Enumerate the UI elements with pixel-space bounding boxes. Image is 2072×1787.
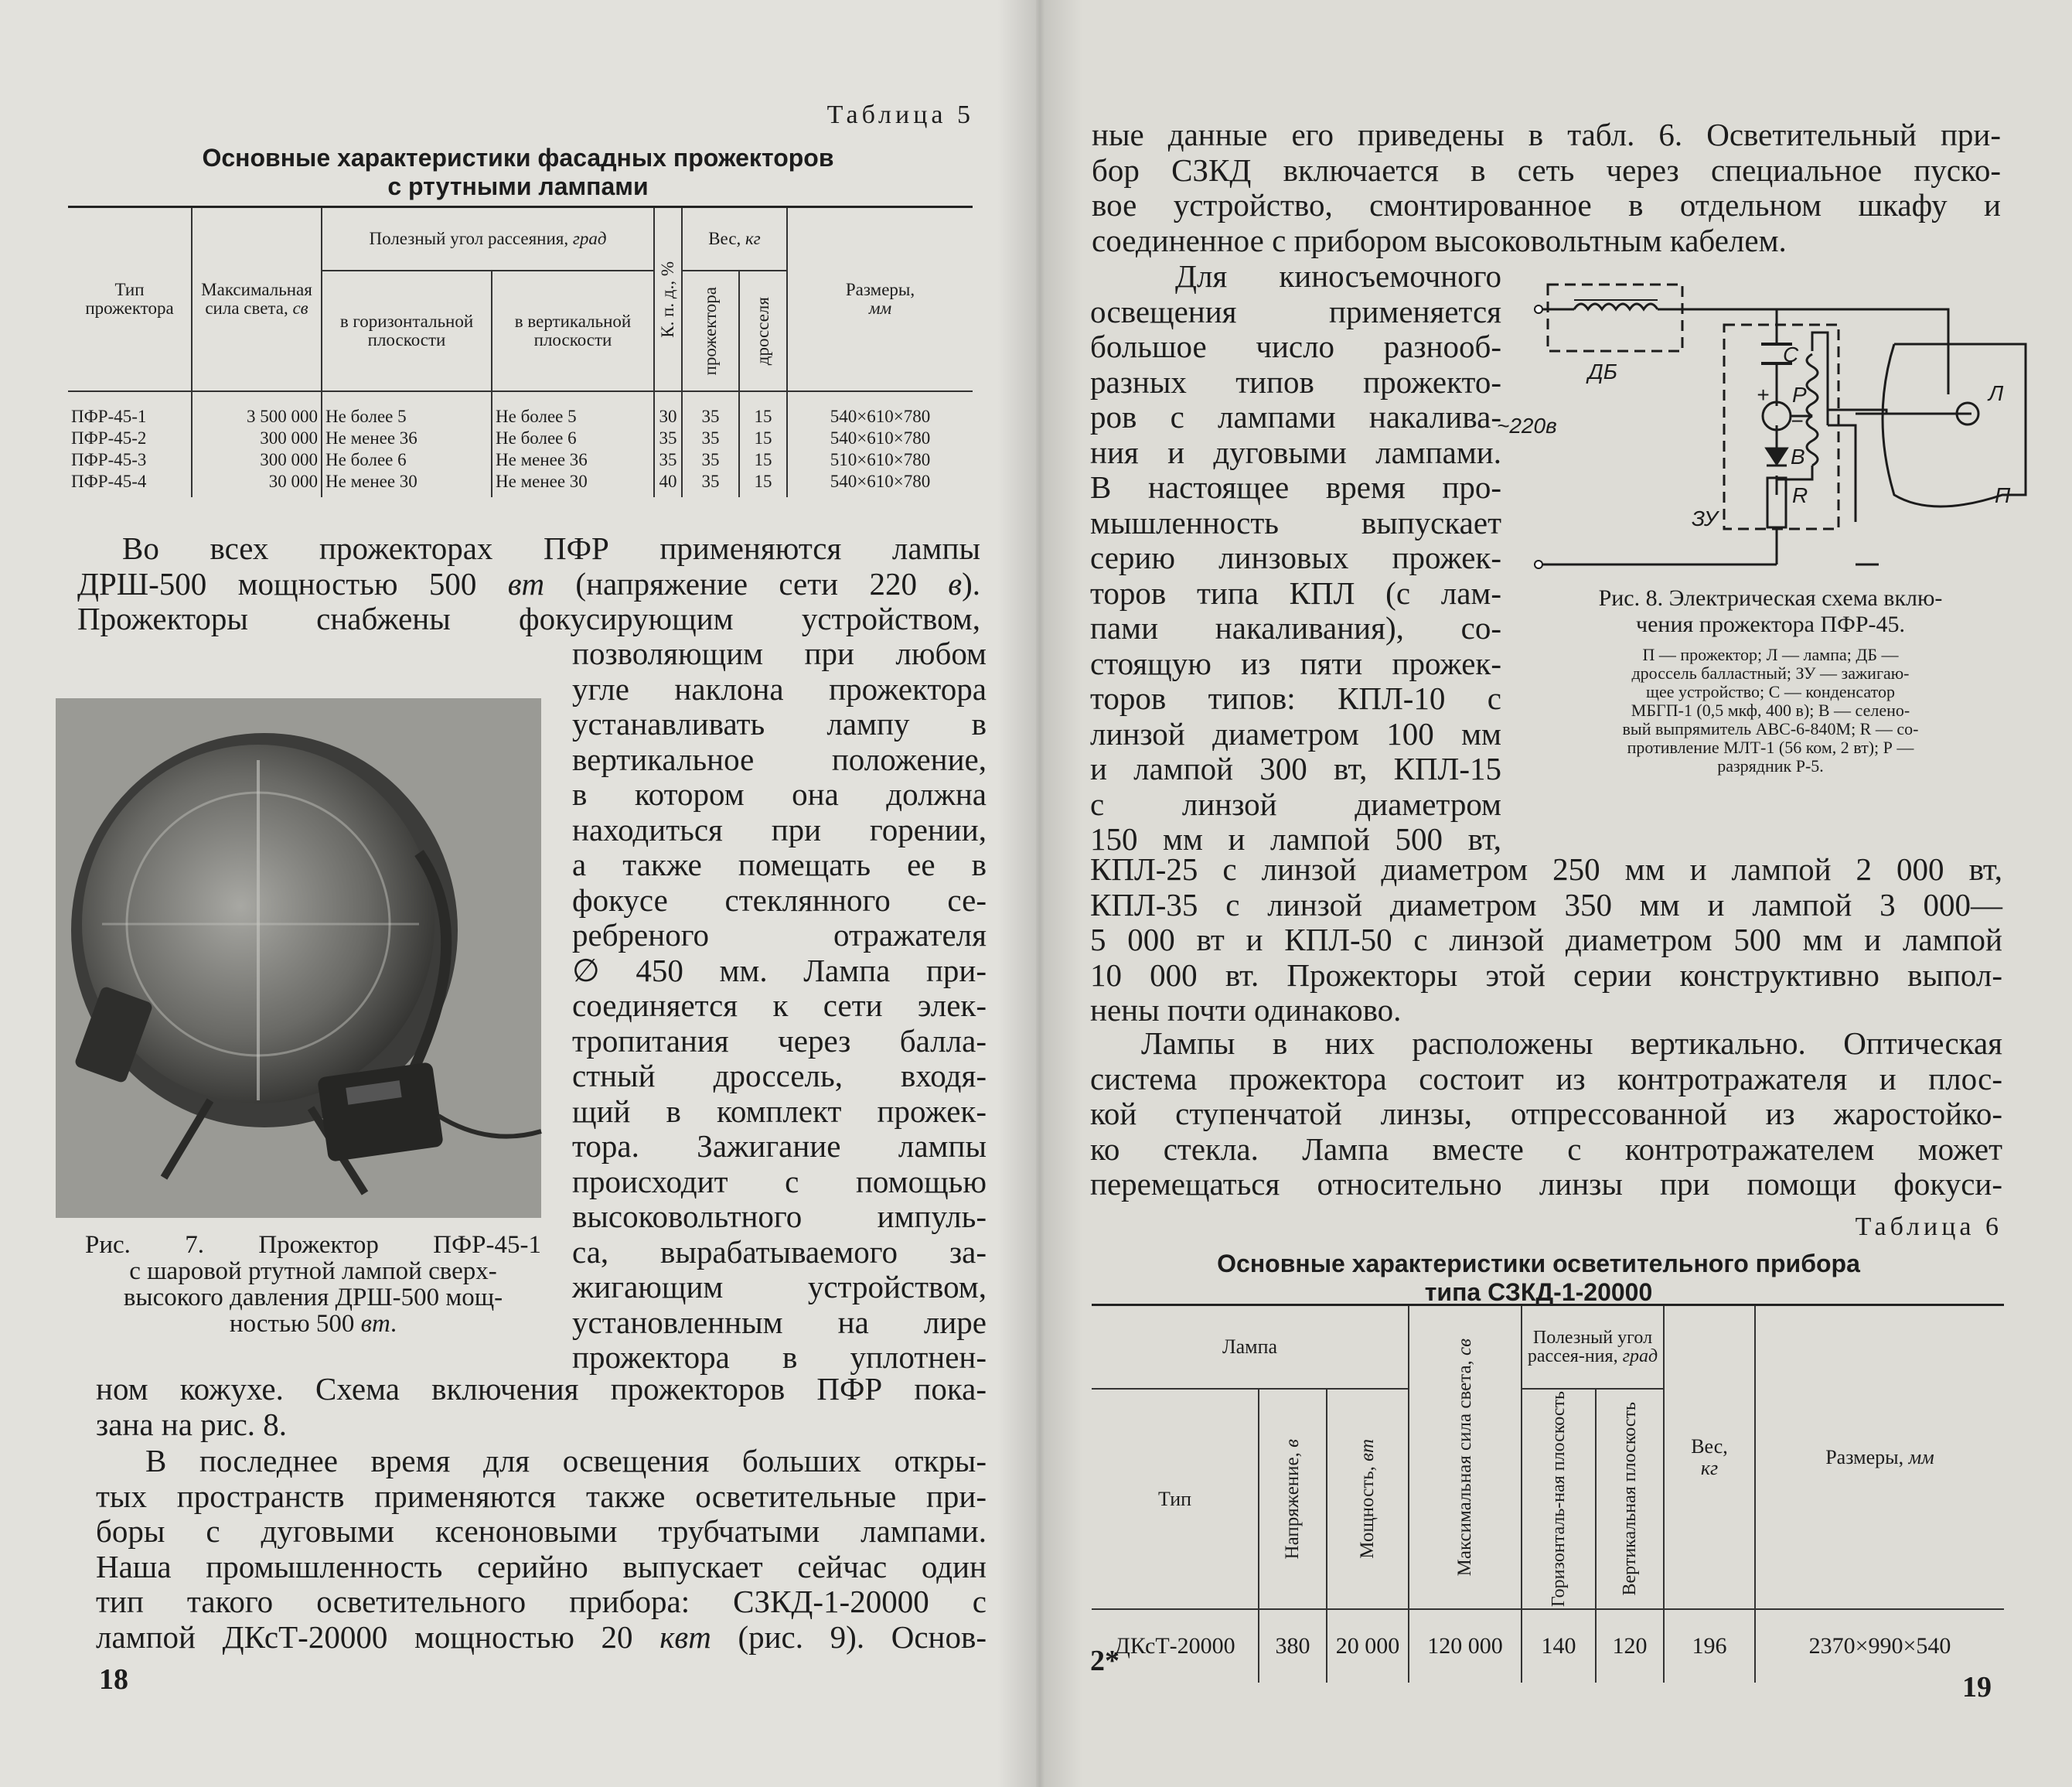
t6-header-power: Мощность, вт bbox=[1327, 1389, 1409, 1609]
para1-top: Во всех прожекторах ПФР применяются лампы ДРШ-500 мощностью 500 вт (напряжение сети 220 в). Прожекторы снабжены фокусирующим устройством, bbox=[77, 530, 980, 636]
table5-title: Основные характеристики фасадных прожекторов с ртутными лампами bbox=[202, 144, 834, 200]
t5-header-vertical: в вертикальной плоскости bbox=[492, 271, 654, 391]
searchlight-illustration bbox=[56, 698, 541, 1218]
label-pp: П bbox=[1995, 483, 2011, 507]
table6-label: Таблица 6 bbox=[1855, 1212, 2002, 1241]
rectifier-diode bbox=[1767, 448, 1787, 464]
label-db: ДБ bbox=[1588, 360, 1617, 384]
figure8-legend: П — прожектор; Л — лампа; ДБ — дроссель балластный; ЗУ — зажигаю- щее устройство; С — конденсатор МБГП-1 (0,5 мкф, 400 в); В — селено- вый выпрямитель АВС-6-840М; R — со- противление МЛТ-1 (56 ком, 2 вт); Р — разрядник Р-5. bbox=[1622, 645, 1919, 776]
label-v: В bbox=[1791, 445, 1805, 469]
label-zu: ЗУ bbox=[1692, 506, 1718, 530]
para2: В последнее время для освещения больших откры- тых пространств применяются также осветительные при- боры с дуговыми ксеноновыми трубчатыми лампами. Наша промышленность серийно выпускает сейчас один тип такого осветительного прибора: СЗКД-1-20000 с лампой ДКсТ-20000 мощностью 20 квт (рис. 9). Основ- bbox=[96, 1443, 987, 1655]
t5-header-weight: Вес, кг bbox=[682, 208, 787, 271]
page-number-right: 19 bbox=[1962, 1671, 1992, 1703]
t5-header-weight-projector: прожектора bbox=[682, 271, 739, 391]
t6-row: ДКсТ-20000 380 20 000 120 000 140 120 196 2370×990×540 bbox=[1092, 1609, 2004, 1683]
label-r: R bbox=[1792, 483, 1808, 507]
right-page bbox=[1036, 0, 2072, 1787]
label-c: С bbox=[1783, 343, 1799, 367]
figure7-photo bbox=[56, 698, 541, 1218]
ballast-choke bbox=[1539, 304, 1777, 309]
label-plus: + bbox=[1757, 383, 1770, 407]
para1-wrap-column: позволяющим при любом угле наклона прожектора устанавливать лампу в вертикальное положение, в котором она должна находиться при горении, а также помещать ее в фокусе стеклянного се- ребреного отражателя ∅ 450 мм. Лампа при- соединяется к сети элек- тропитания через балла- стный дроссель, входя- щий в комплект прожек- тора. Зажигание лампы происходит с помощью высоковольтного импуль- са, вырабатываемого за- жигающим устройством, установленным на лире прожектора в уплотнен- bbox=[572, 636, 987, 1375]
t5-row: ПФР-45-3 300 000 Не более 6 Не менее 36 35 35 15 510×610×780 bbox=[68, 449, 973, 471]
figure8-caption: Рис. 8. Электрическая схема вклю- чения прожектора ПФР-45. П — прожектор; Л — лампа; ДБ — дроссель балластный; ЗУ — зажигаю- щее устройство; С — конденсатор МБГП-1 (0,5 мкф, 400 в); В — селено- вый выпрямитель АВС-6-840М; R — со- противление МЛТ-1 (56 ком, 2 вт); Р — разрядник Р-5. bbox=[1546, 585, 1995, 776]
label-p: Р bbox=[1792, 383, 1807, 407]
table6-title: Основные характеристики осветительного прибора типа СЗКД-1-20000 bbox=[1217, 1250, 1860, 1306]
t6-header-type: Тип bbox=[1092, 1389, 1259, 1609]
t5-header-angle: Полезный угол рассеяния, град bbox=[322, 208, 654, 271]
table5-label: Таблица 5 bbox=[826, 101, 974, 129]
t5-row: ПФР-45-2 300 000 Не менее 36 Не более 6 35 35 15 540×610×780 bbox=[68, 428, 973, 449]
para-top: ные данные его приведены в табл. 6. Осветительный при- бор СЗКД включается в сеть через специальное пуско- вое устройство, смонтированное в отдельном шкафу и соединенное с прибором высоковольтным кабелем. bbox=[1092, 117, 2001, 258]
t6-header-angle: Полезный угол рассея-ния, град bbox=[1522, 1306, 1664, 1389]
t5-header-efficiency: К. п. д., % bbox=[654, 208, 682, 391]
para1-end: ном кожухе. Схема включения прожекторов ПФР пока- зана на рис. 8. bbox=[96, 1371, 987, 1442]
t5-header-horizontal: в горизонтальной плоскости bbox=[322, 271, 492, 391]
t6-header-voltage: Напряжение, в bbox=[1259, 1389, 1327, 1609]
t6-header-size: Размеры, мм bbox=[1755, 1306, 2004, 1609]
label-minus: − bbox=[1791, 409, 1804, 433]
book-gutter-shadow bbox=[997, 0, 1082, 1787]
label-voltage: ~220в bbox=[1497, 414, 1557, 438]
figure8-circuit-diagram bbox=[1497, 271, 2026, 580]
t6-header-lamp: Лампа bbox=[1092, 1306, 1409, 1389]
figure7-caption: Рис. 7. Прожектор ПФР-45-1 с шаровой ртутной лампой сверх- высокого давления ДРШ-500 мощ- ностью 500 вт. bbox=[85, 1231, 541, 1338]
t6-header-intensity: Максимальная сила света, св bbox=[1409, 1306, 1522, 1609]
t6-header-horizontal: Горизонталь-ная плоскость bbox=[1522, 1389, 1596, 1609]
signature-mark: 2* bbox=[1090, 1645, 1119, 1677]
label-l: Л bbox=[1989, 381, 2004, 405]
page-number-left: 18 bbox=[99, 1663, 128, 1696]
t5-row: ПФР-45-4 30 000 Не менее 30 Не менее 30 40 35 15 540×610×780 bbox=[68, 471, 973, 497]
t5-header-intensity: Максимальная сила света, св bbox=[192, 208, 322, 391]
t6-header-vertical: Вертикальная плоскость bbox=[1596, 1389, 1664, 1609]
para-lamps: Лампы в них расположены вертикально. Оптическая система прожектора состоит из контротражателя и плос- кой ступенчатой линзы, отпрессованной из жаростойко- ко стекла. Лампа вместе с контротражателем может перемещаться относительно линзы при помощи фокуси- bbox=[1090, 1025, 2002, 1202]
table6 bbox=[1092, 1304, 2004, 1683]
t6-header-weight: Вес, кг bbox=[1664, 1306, 1755, 1609]
t5-header-type: Тип прожектора bbox=[68, 208, 192, 391]
para-kpl: КПЛ-25 с линзой диаметром 250 мм и лампой 2 000 вт, КПЛ-35 с линзой диаметром 350 мм и лампой 3 000— 5 000 вт и КПЛ-50 с линзой диаметром 500 мм и лампой 10 000 вт. Прожекторы этой серии конструктивно выпол- нены почти одинаково. bbox=[1090, 851, 2002, 1028]
t5-header-weight-choke: дросселя bbox=[739, 271, 787, 391]
table5 bbox=[68, 206, 973, 497]
t5-header-size: Размеры, мм bbox=[787, 208, 973, 391]
para-kino-wrap: Для киносъемочного освещения применяется большое число разнооб- разных типов прожекто- ров с лампами накалива- ния и дуговыми лампами. В настоящее время про- мышленность выпускает серию линзовых прожек- торов типа КПЛ (с лам- пами накаливания), со- стоящую из пяти прожек- торов типов: КПЛ-10 с линзой диаметром 100 мм и лампой 300 вт, КПЛ-15 с линзой диаметром 150 мм и лампой 500 вт, bbox=[1090, 258, 1501, 857]
t5-row: ПФР-45-1 3 500 000 Не более 5 Не более 5 30 35 15 540×610×780 bbox=[68, 391, 973, 428]
